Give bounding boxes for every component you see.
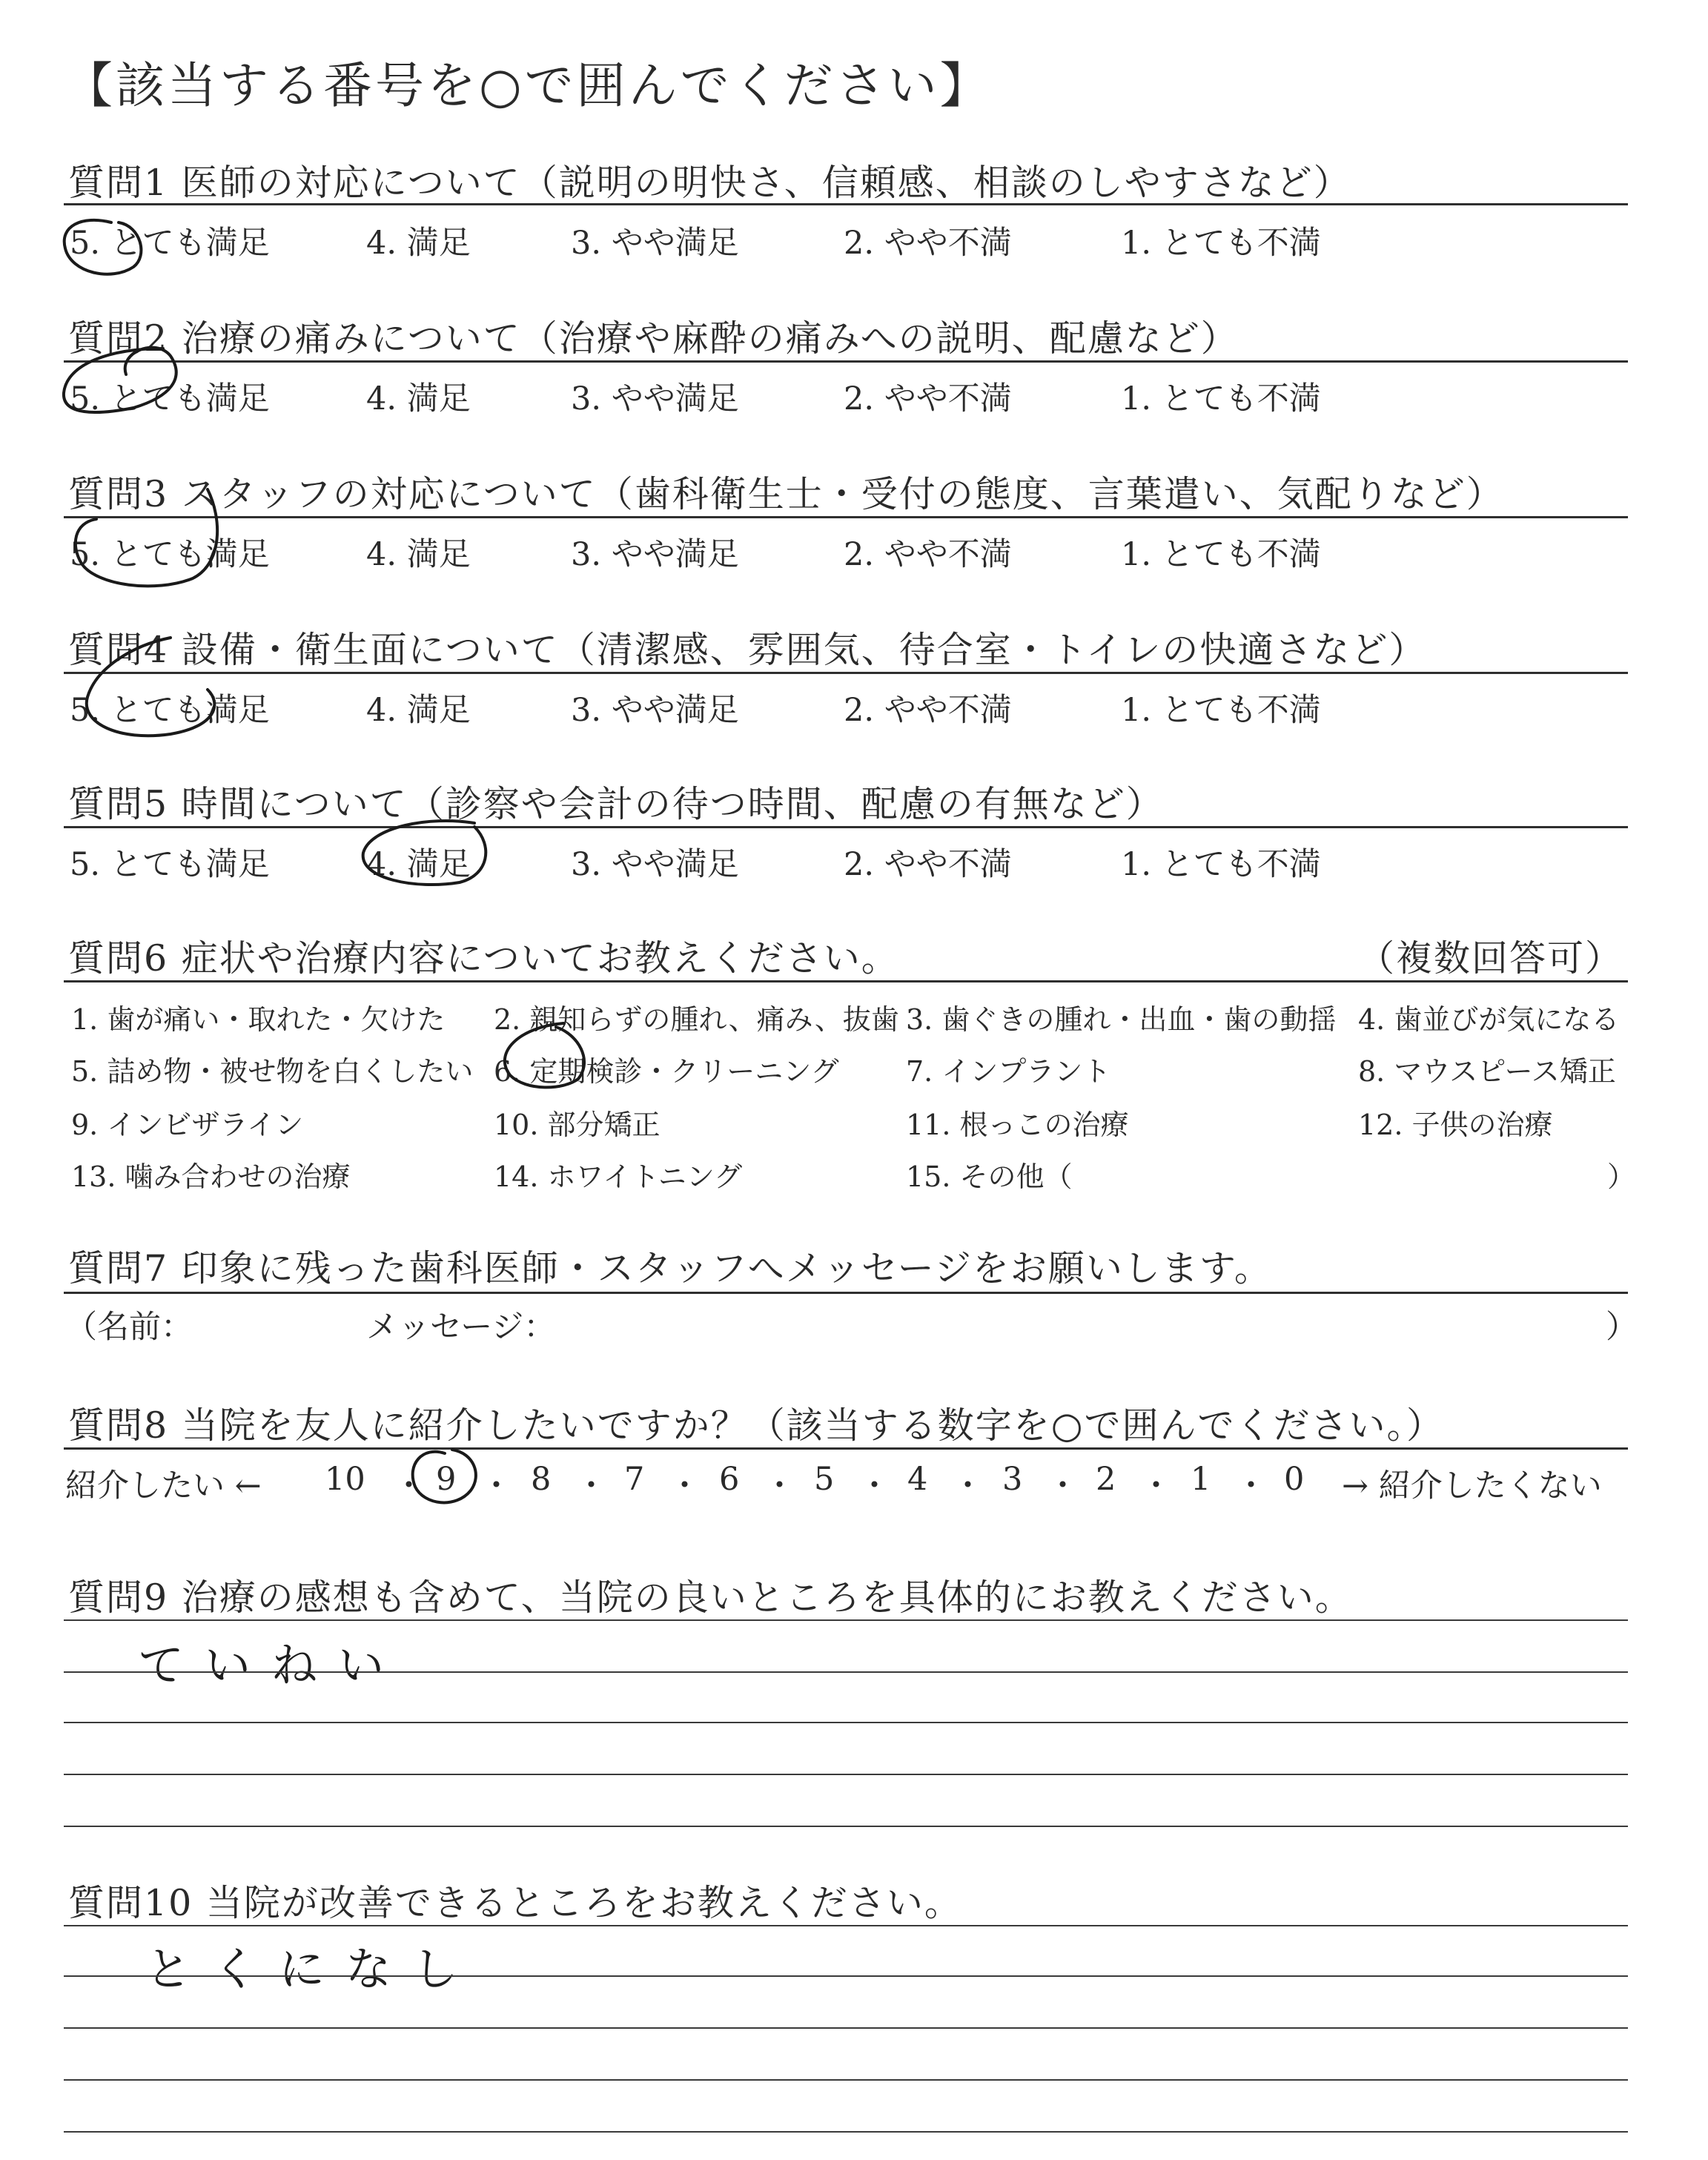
q4-option-3[interactable]: 3. やや満足 [571,692,739,729]
q2-option-1[interactable]: 1. とても不満 [1121,380,1321,417]
scale-number-2[interactable]: 2 [1096,1461,1116,1498]
q6-option-4[interactable]: 4. 歯並びが気になる [1358,1003,1620,1036]
scale-separator: ・ [669,1467,701,1505]
scale-separator: ・ [1047,1467,1079,1505]
q6-option-8[interactable]: 8. マウスピース矯正 [1358,1055,1616,1088]
scale-number-8[interactable]: 8 [531,1461,552,1498]
q1-option-1[interactable]: 1. とても不満 [1121,225,1321,262]
scale-number-0[interactable]: 0 [1284,1461,1305,1498]
multiple-answers-note: （複数回答可） [1358,937,1623,980]
scale-separator: ・ [1235,1467,1267,1505]
message-close-paren: ） [1606,1309,1638,1346]
question-8-title: 質問8 当院を友人に紹介したいですか？（該当する数字を○で囲んでください。） [68,1404,1445,1447]
q2-option-3[interactable]: 3. やや満足 [571,380,739,417]
other-close-paren: ） [1607,1160,1636,1193]
q3-option-1[interactable]: 1. とても不満 [1121,536,1321,573]
message-field-label[interactable]: メッセージ： [366,1309,556,1346]
question-5-title: 質問5 時間について（診察や会計の待つ時間、配慮の有無など） [68,783,1164,825]
scale-separator: ・ [480,1467,512,1505]
divider [64,980,1628,982]
question-3-title: 質問3 スタッフの対応について（歯科衛生士・受付の態度、言葉遣い、気配りなど） [68,473,1504,515]
scale-separator: ・ [393,1467,425,1505]
q5-option-4[interactable]: 4. 満足 [366,846,471,883]
divider [64,672,1628,674]
q6-option-1[interactable]: 1. 歯が痛い・取れた・欠けた [71,1003,446,1036]
q6-option-9[interactable]: 9. インビザライン [71,1109,304,1141]
scale-number-9[interactable]: 9 [436,1461,457,1498]
scale-separator: ・ [575,1467,607,1505]
q4-option-4[interactable]: 4. 満足 [366,692,471,729]
answer-line [64,2027,1628,2029]
q6-option-14[interactable]: 14. ホワイトニング [494,1160,743,1193]
question-9-title: 質問9 治療の感想も含めて、当院の良いところを具体的にお教えください。 [68,1576,1353,1619]
q2-option-5[interactable]: 5. とても満足 [70,380,270,417]
scale-separator: ・ [1140,1467,1172,1505]
answer-line [64,2079,1628,2081]
scale-separator: ・ [764,1467,795,1505]
divider [64,1292,1628,1294]
question-4-title: 質問4 設備・衛生面について（清潔感、雰囲気、待合室・トイレの快適さなど） [68,629,1427,671]
q6-option-11[interactable]: 11. 根っこの治療 [906,1109,1129,1141]
q3-option-2[interactable]: 2. やや不満 [844,536,1012,573]
scale-number-10[interactable]: 10 [325,1461,365,1498]
answer-line [64,1774,1628,1775]
q2-option-4[interactable]: 4. 満足 [366,380,471,417]
scale-right-label: → 紹介したくない [1342,1467,1602,1505]
scale-number-5[interactable]: 5 [814,1461,835,1498]
q5-option-2[interactable]: 2. やや不満 [844,846,1012,883]
divider [64,203,1628,205]
q3-option-4[interactable]: 4. 満足 [366,536,471,573]
q6-option-15[interactable]: 15. その他（ [906,1160,1073,1193]
q4-option-2[interactable]: 2. やや不満 [844,692,1012,729]
divider [64,1447,1628,1450]
question-7-title: 質問7 印象に残った歯科医師・スタッフへメッセージをお願いします。 [68,1247,1272,1289]
answer-line [64,1722,1628,1723]
q6-option-13[interactable]: 13. 噛み合わせの治療 [71,1160,351,1193]
q1-option-2[interactable]: 2. やや不満 [844,225,1012,262]
q1-option-4[interactable]: 4. 満足 [366,225,471,262]
q6-option-10[interactable]: 10. 部分矯正 [494,1109,661,1141]
q5-option-3[interactable]: 3. やや満足 [571,846,739,883]
question-6-title: 質問6 症状や治療内容についてお教えください。 [68,937,899,980]
scale-number-6[interactable]: 6 [719,1461,740,1498]
page-header: 【該当する番号を○で囲んでください】 [64,57,992,114]
q3-option-5[interactable]: 5. とても満足 [70,536,270,573]
scale-left-label: 紹介したい ← [65,1467,262,1505]
q6-option-5[interactable]: 5. 詰め物・被せ物を白くしたい [71,1055,474,1088]
q4-option-5[interactable]: 5. とても満足 [70,692,270,729]
answer-line [64,1925,1628,1926]
q4-option-1[interactable]: 1. とても不満 [1121,692,1321,729]
scale-number-1[interactable]: 1 [1191,1461,1211,1498]
scale-separator: ・ [858,1467,890,1505]
name-field-label[interactable]: （名前： [65,1309,193,1346]
q9-handwritten-answer[interactable]: ていねい [138,1638,406,1692]
scale-separator: ・ [952,1467,984,1505]
q2-option-2[interactable]: 2. やや不満 [844,380,1012,417]
q6-option-3[interactable]: 3. 歯ぐきの腫れ・出血・歯の動揺 [906,1003,1337,1036]
q6-option-2[interactable]: 2. 親知らずの腫れ、痛み、抜歯 [494,1003,899,1036]
q6-option-6[interactable]: 6. 定期検診・クリーニング [494,1055,839,1088]
divider [64,360,1628,363]
q5-option-1[interactable]: 1. とても不満 [1121,846,1321,883]
q6-option-7[interactable]: 7. インプラント [906,1055,1111,1088]
divider [64,826,1628,828]
q1-option-5[interactable]: 5. とても満足 [70,225,270,262]
question-2-title: 質問2 治療の痛みについて（治療や麻酔の痛みへの説明、配慮など） [68,317,1239,360]
q3-option-3[interactable]: 3. やや満足 [571,536,739,573]
divider [64,516,1628,518]
q10-handwritten-answer[interactable]: とくになし [145,1942,480,1996]
answer-line [64,1826,1628,1827]
answer-line [64,1975,1628,1977]
scale-number-4[interactable]: 4 [907,1461,928,1498]
question-10-title: 質問10 当院が改善できるところをお教えください。 [68,1882,962,1924]
scale-number-3[interactable]: 3 [1002,1461,1023,1498]
answer-line [64,2131,1628,2133]
q1-option-3[interactable]: 3. やや満足 [571,225,739,262]
answer-line [64,1671,1628,1673]
scale-number-7[interactable]: 7 [624,1461,645,1498]
q6-option-12[interactable]: 12. 子供の治療 [1358,1109,1553,1141]
answer-line [64,1619,1628,1621]
q5-option-5[interactable]: 5. とても満足 [70,846,270,883]
question-1-title: 質問1 医師の対応について（説明の明快さ、信頼感、相談のしやすさなど） [68,162,1351,204]
